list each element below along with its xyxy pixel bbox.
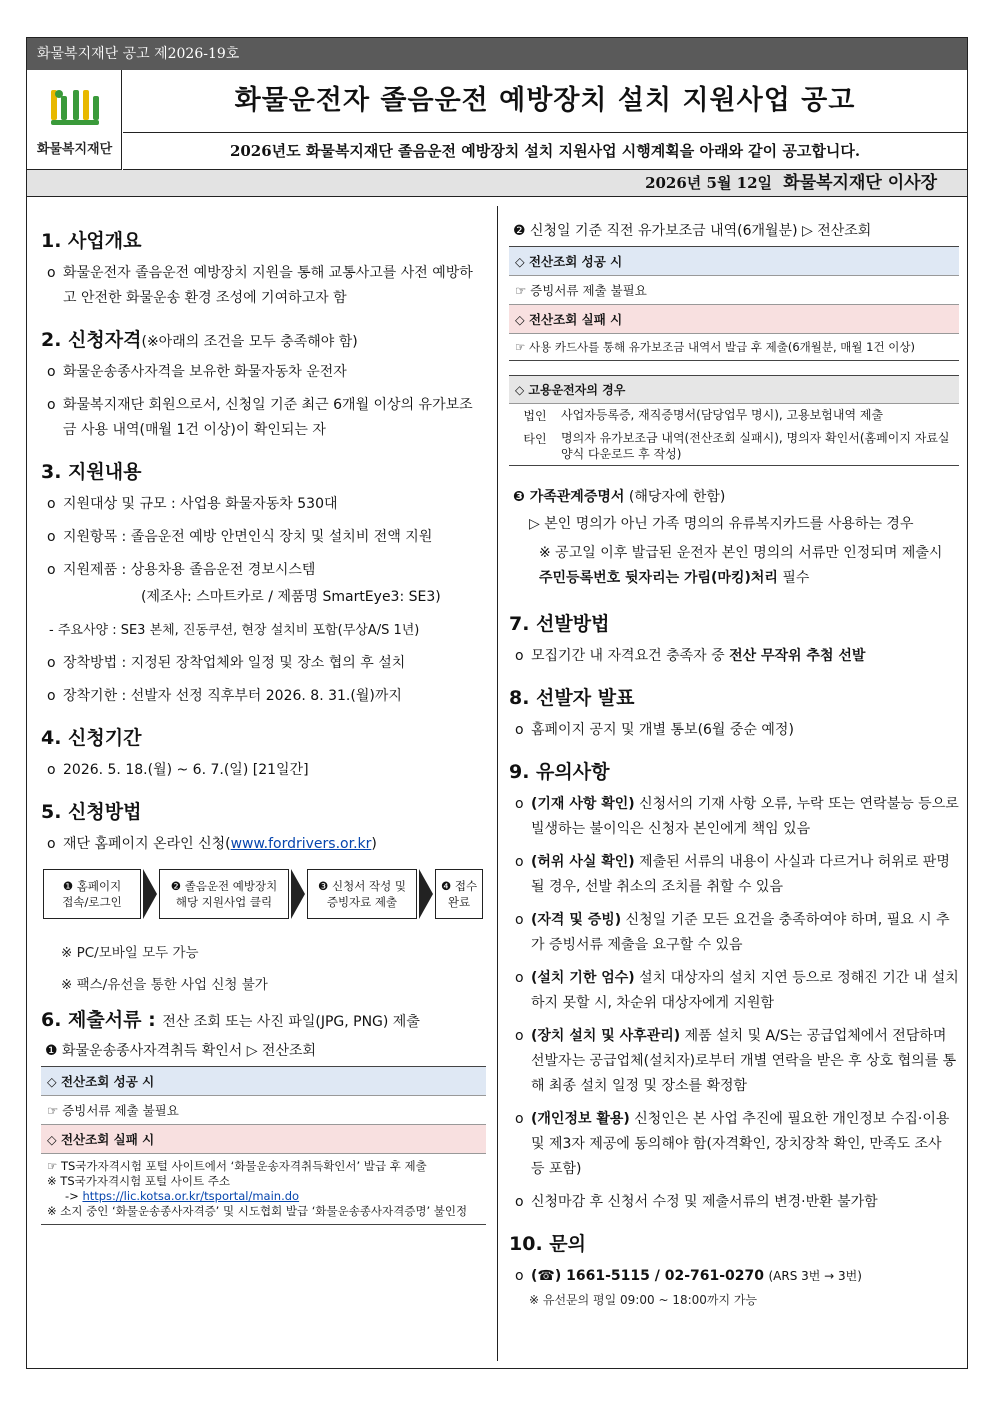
list-item: o 장착기한 : 선발자 선정 직후부터 2026. 8. 31.(월)까지 <box>47 688 402 704</box>
date-issuer-bar <box>27 170 967 197</box>
fail-row: ◇ 전산조회 실패 시 <box>41 1124 486 1154</box>
notice-frame <box>26 37 968 1369</box>
section-method <box>41 797 486 993</box>
contact-hours: ※ 유선문의 평일 09:00 ~ 18:00까지 가능 <box>529 1293 758 1307</box>
application-steps <box>43 869 486 925</box>
section-contact <box>509 1229 959 1308</box>
success-row: ◇ 전산조회 성공 시 <box>509 247 959 276</box>
left-column <box>41 226 486 1239</box>
step-1: ❶ 홈페이지 접속/로그인 <box>43 869 141 919</box>
section-title: 2. 신청자격(※아래의 조건을 모두 충족해야 함) <box>41 329 358 351</box>
note: ※ 팩스/유선을 통한 사업 신청 불가 <box>61 977 268 993</box>
employed-driver-table <box>509 375 959 466</box>
arrow-icon <box>419 869 433 919</box>
section-announcement <box>509 683 959 743</box>
section-title: 8. 선발자 발표 <box>509 687 635 709</box>
list-item: (제조사: 스마트카로 / 제품명 SmartEye3: SE3) <box>141 589 441 605</box>
document-2-table <box>509 246 959 361</box>
table-row: 타인 명의자 유가보조금 내역(전산조회 실패시), 명의자 확인서(홈페이지 자료실 양식 다운로드 후 작성) <box>523 431 950 461</box>
note: ※ PC/모바일 모두 가능 <box>61 945 199 961</box>
logo-box <box>27 70 122 170</box>
fail-row: ◇ 전산조회 실패 시 <box>509 304 959 334</box>
list-item: o 화물운송종사자격을 보유한 화물자동차 운전자 <box>47 364 347 380</box>
fail-value: ☞ 사용 카드사를 통해 유가보조금 내역서 발급 후 제출(6개월분, 매월 1건 이상) <box>515 340 915 354</box>
employed-header: ◇ 고용운전자의 경우 <box>509 376 959 404</box>
arrow-icon <box>143 869 157 919</box>
list-item: o 지원제품 : 상용차용 졸음운전 경보시스템 <box>47 562 316 578</box>
list-item: o (장치 설치 및 사후관리) 제품 설치 및 A/S는 공급업체에서 전담하며 선발자는 공급업체(설치자)로부터 개별 연락을 받은 후 상호 협의를 통해 최종 설치 일정 및 장소를 확정함 <box>515 1028 957 1094</box>
column-divider <box>497 206 498 1361</box>
ts-portal-link[interactable]: https://lic.kotsa.or.kr/tsportal/main.do <box>82 1189 300 1203</box>
page-title: 화물운전자 졸음운전 예방장치 설치 지원사업 공고 <box>234 85 856 116</box>
section-title: 6. 제출서류 : 전산 조회 또는 사진 파일(JPG, PNG) 제출 <box>41 1009 420 1031</box>
arrow-icon <box>291 869 305 919</box>
foundation-logo-icon <box>49 86 103 128</box>
list-item: o 지원항목 : 졸음운전 예방 안면인식 장치 및 설치비 전액 지원 <box>47 529 433 545</box>
section-overview <box>41 226 486 311</box>
section-title: 4. 신청기간 <box>41 727 142 749</box>
list-item: o (설치 기한 엄수) 설치 대상자의 설치 지연 등으로 정해진 기간 내 설치하지 못할 시, 차순위 대상자에게 지원함 <box>515 970 959 1011</box>
document-1: ❶ 화물운송종사자격취득 확인서 ▷ 전산조회 <box>45 1043 317 1059</box>
success-value: ☞ 증빙서류 제출 불필요 <box>515 283 647 298</box>
document-1-table <box>41 1066 486 1225</box>
section-title: 5. 신청방법 <box>41 801 142 823</box>
success-value: ☞ 증빙서류 제출 불필요 <box>47 1103 179 1118</box>
document-3: ❸ 가족관계증명서 (해당자에 한함) <box>513 489 726 505</box>
section-title: 1. 사업개요 <box>41 230 142 252</box>
section-title: 3. 지원내용 <box>41 461 142 483</box>
list-item: o 화물복지재단 회원으로서, 신청일 기준 최근 6개월 이상의 유가보조금 사용 내역(매월 1건 이상)이 확인되는 자 <box>47 397 473 438</box>
list-item: o 모집기간 내 자격요건 충족자 중 전산 무작위 추첨 선발 <box>515 648 866 664</box>
notice-date: 2026년 5월 12일 <box>645 174 773 192</box>
contact-phone: o (☎) 1661-5115 / 02-761-0270 (ARS 3번 → 3번) <box>515 1268 862 1284</box>
right-column <box>509 220 959 1322</box>
step-2: ❷ 졸음운전 예방장치 해당 지원사업 클릭 <box>159 869 289 919</box>
section-cautions <box>509 757 959 1215</box>
section-title: 9. 유의사항 <box>509 761 610 783</box>
list-item: o 홈페이지 공지 및 개별 통보(6월 중순 예정) <box>515 722 794 738</box>
issuer: 화물복지재단 이사장 <box>783 173 937 193</box>
section-period <box>41 723 486 783</box>
list-item: - 주요사양 : SE3 본체, 진동쿠션, 현장 설치비 포함(무상A/S 1년) <box>49 623 420 638</box>
section-selection <box>509 609 959 669</box>
section-documents <box>41 1005 486 1225</box>
step-4: ❹ 접수 완료 <box>435 869 483 919</box>
list-item: o 신청마감 후 신청서 수정 및 제출서류의 변경·반환 불가함 <box>515 1194 878 1210</box>
list-item: ▷ 본인 명의가 아닌 가족 명의의 유류복지카드를 사용하는 경우 <box>529 516 914 532</box>
document-2: ❷ 신청일 기준 직전 유가보조금 내역(6개월분) ▷ 전산조회 <box>513 223 872 239</box>
page-subtitle: 2026년도 화물복지재단 졸음운전 예방장치 설치 지원사업 시행계획을 아래와 같이 공고합니다. <box>123 132 967 170</box>
list-item: o (개인정보 활용) 신청인은 본 사업 추진에 필요한 개인정보 수집·이용 및 제3자 제공에 동의해야 함(자격확인, 장치장착 확인, 만족도 조사 등 포함) <box>515 1111 950 1177</box>
list-item: ※ 공고일 이후 발급된 운전자 본인 명의의 서류만 인정되며 제출시 주민등록번호 뒷자리는 가림(마킹)처리 필수 <box>539 545 943 586</box>
section-eligibility <box>41 325 486 443</box>
success-row: ◇ 전산조회 성공 시 <box>41 1067 486 1096</box>
table-row: 법인 사업자등록증, 재직증명서(담당업무 명시), 고용보험내역 제출 <box>523 408 884 423</box>
list-item: o 지원대상 및 규모 : 사업용 화물자동차 530대 <box>47 496 338 512</box>
list-item: o 2026. 5. 18.(월) ~ 6. 7.(일) [21일간] <box>47 762 309 778</box>
section-support <box>41 457 486 709</box>
list-item: o (기재 사항 확인) 신청서의 기재 사항 오류, 누락 또는 연락불능 등으로 빌생하는 불이익은 신청자 본인에게 책임 있음 <box>515 796 959 837</box>
list-item: o (자격 및 증빙) 신청일 기준 모든 요건을 충족하여야 하며, 필요 시 추가 증빙서류 제출을 요구할 수 있음 <box>515 912 950 953</box>
fail-value: ☞ TS국가자격시험 포털 사이트에서 ‘화물운송자격취득확인서’ 발급 후 제출 ※ TS국가자격시험 포털 사이트 주소 -> https://lic.kotsa.or.kr/tsportal/main.do ※ 소지 중인 ‘화물운송종사자격증’ 및 시도협회 발급 ‘화물운송종사자격증명’ 불인정 <box>47 1159 468 1218</box>
section-title: 7. 선발방법 <box>509 613 610 635</box>
section-title: 10. 문의 <box>509 1233 586 1255</box>
logo-text: 화물복지재단 <box>36 142 113 157</box>
step-3: ❸ 신청서 작성 및 증빙자료 제출 <box>307 869 417 919</box>
list-item: o 화물운전자 졸음운전 예방장치 지원을 통해 교통사고를 사전 예방하고 안전한 화물운송 환경 조성에 기여하고자 함 <box>47 265 473 306</box>
list-item: o (허위 사실 확인) 제출된 서류의 내용이 사실과 다르거나 허위로 판명될 경우, 선발 취소의 조치를 취할 수 있음 <box>515 854 950 895</box>
notice-number-bar: 화물복지재단 공고 제2026-19호 <box>27 38 967 70</box>
list-item: o 재단 홈페이지 온라인 신청(www.fordrivers.or.kr) <box>47 836 377 852</box>
list-item: o 장착방법 : 지정된 장착업체와 일정 및 장소 협의 후 설치 <box>47 655 406 671</box>
homepage-link[interactable]: www.fordrivers.or.kr <box>230 836 372 852</box>
